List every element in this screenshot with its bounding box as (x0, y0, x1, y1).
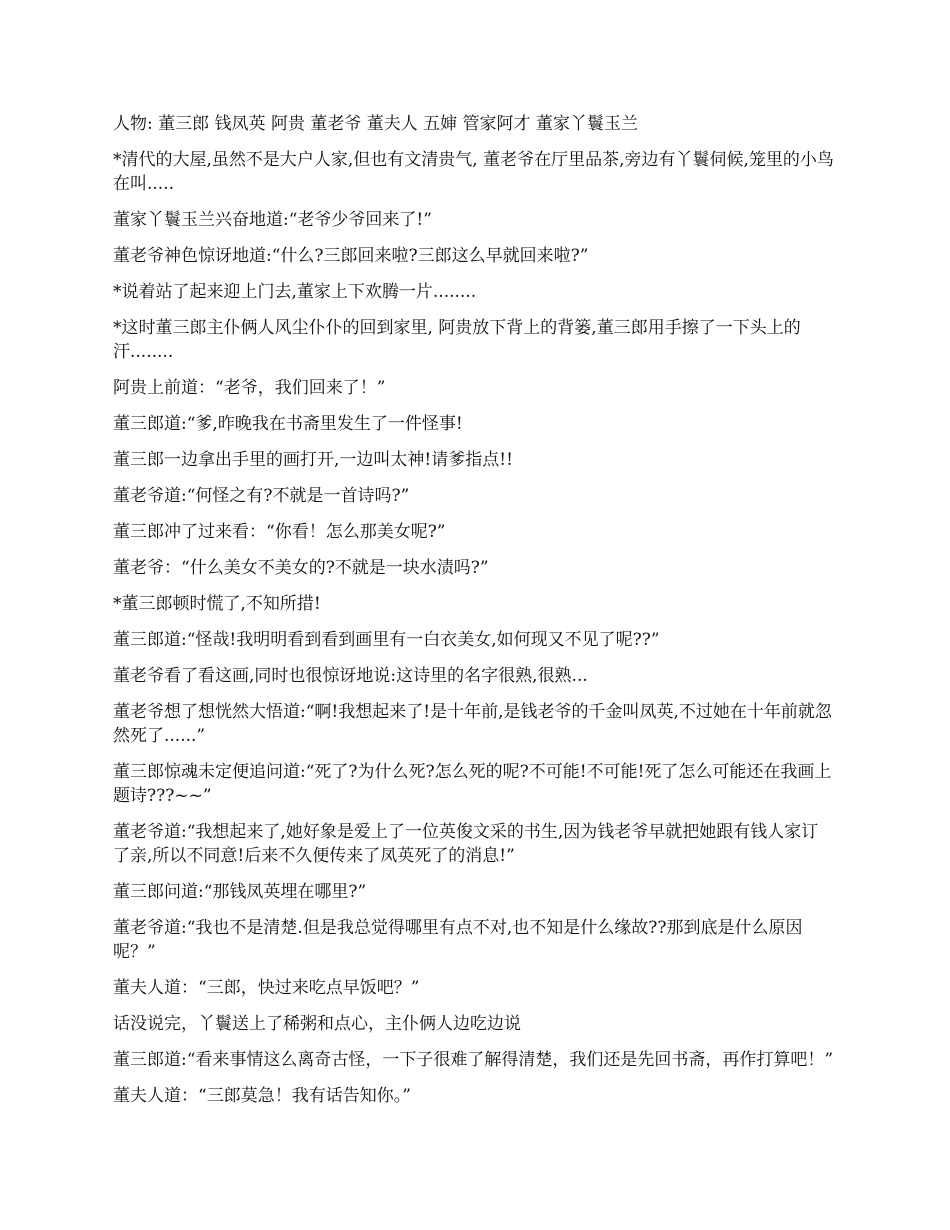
paragraph: 董三郎问道:“那钱凤英埋在哪里?” (113, 882, 367, 902)
paragraph: 董老爷道:“我也不是清楚.但是我总觉得哪里有点不对,也不知是什么缘故??那到底是什么原因呢？” (113, 918, 803, 962)
paragraph: *董三郎顿时慌了,不知所措! (113, 594, 321, 614)
paragraph-scene-setting: *清代的大屋,虽然不是大户人家,但也有文清贵气, 董老爷在厅里品茶,旁边有丫鬟伺候,笼里的小鸟在叫..... (113, 150, 834, 194)
paragraph: 董老爷：“什么美女不美女的?不就是一块水渍吗?” (113, 558, 489, 578)
paragraph: 董老爷道:“我想起来了,她好象是爱上了一位英俊文采的书生,因为钱老爷早就把她跟有钱人家订了亲,所以不同意!后来不久便传来了凤英死了的消息!” (113, 822, 819, 866)
paragraph: 董老爷想了想恍然大悟道:“啊!我想起来了!是十年前,是钱老爷的千金叫凤英,不过她在十年前就忽然死了......” (113, 702, 832, 746)
document-body (113, 112, 835, 1120)
paragraph: 董夫人道：“三郎，快过来吃点早饭吧？” (113, 978, 420, 998)
paragraph: 董家丫鬟玉兰兴奋地道:“老爷少爷回来了!” (113, 210, 432, 230)
paragraph: 董老爷看了看这画,同时也很惊讶地说:这诗里的名字很熟,很熟... (113, 666, 588, 686)
paragraph: 阿贵上前道：“老爷，我们回来了！” (113, 378, 386, 398)
paragraph: 董夫人道：“三郎莫急！我有话告知你。” (113, 1086, 411, 1106)
paragraph: *这时董三郎主仆俩人风尘仆仆的回到家里, 阿贵放下背上的背篓,董三郎用手擦了一下头上的汗........ (113, 318, 801, 362)
paragraph: 董老爷道:“何怪之有?不就是一首诗吗?” (113, 486, 410, 506)
paragraph: *说着站了起来迎上门去,董家上下欢腾一片........ (113, 282, 477, 302)
paragraph: 董三郎道:“怪哉!我明明看到看到画里有一白衣美女,如何现又不见了呢??” (113, 630, 660, 650)
paragraph: 董老爷神色惊讶地道:“什么?三郎回来啦?三郎这么早就回来啦?” (113, 246, 589, 266)
paragraph-cast-list: 人物: 董三郎 钱凤英 阿贵 董老爷 董夫人 五婶 管家阿才 董家丫鬟玉兰 (113, 114, 638, 134)
paragraph: 董三郎冲了过来看：“你看！怎么那美女呢?” (113, 522, 446, 542)
paragraph: 董三郎道:“爹,昨晚我在书斋里发生了一件怪事! (113, 414, 463, 434)
paragraph: 董三郎道:“看来事情这么离奇古怪，一下子很难了解得清楚，我们还是先回书斋，再作打算吧！” (113, 1050, 834, 1070)
paragraph: 董三郎惊魂未定便追问道:“死了?为什么死?怎么死的呢?不可能!不可能!死了怎么可能还在我画上题诗???~~” (113, 762, 832, 806)
paragraph: 话没说完，丫鬟送上了稀粥和点心，主仆俩人边吃边说 (113, 1014, 521, 1034)
paragraph: 董三郎一边拿出手里的画打开,一边叫太神!请爹指点!! (113, 450, 513, 470)
